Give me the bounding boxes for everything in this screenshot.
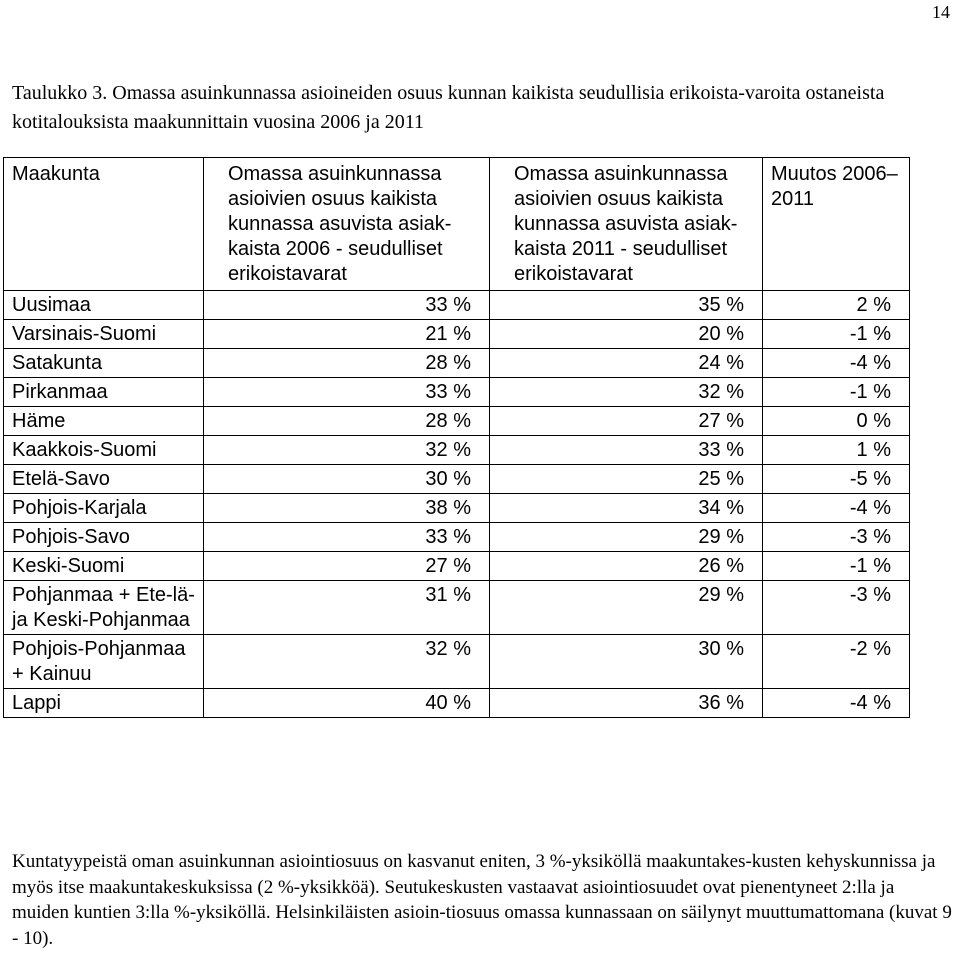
cell-region: Lappi [4, 689, 204, 718]
data-table [3, 157, 910, 718]
cell-region: Kaakkois-Suomi [4, 436, 204, 465]
table-row [4, 436, 910, 465]
cell-share-2011: 29 % [490, 523, 763, 552]
cell-change: -4 % [763, 689, 910, 718]
cell-change: 0 % [763, 407, 910, 436]
cell-region: Pohjanmaa + Ete-lä- ja Keski-Pohjanmaa [4, 581, 204, 635]
page-number: 14 [932, 2, 950, 22]
cell-change: -1 % [763, 320, 910, 349]
cell-share-2006: 38 % [204, 494, 490, 523]
cell-change: -2 % [763, 635, 910, 689]
cell-region: Etelä-Savo [4, 465, 204, 494]
cell-change: -4 % [763, 349, 910, 378]
cell-share-2011: 35 % [490, 291, 763, 320]
cell-share-2011: 34 % [490, 494, 763, 523]
cell-region: Pohjois-Karjala [4, 494, 204, 523]
table-row [4, 465, 910, 494]
header-row [4, 158, 910, 291]
cell-change: -3 % [763, 523, 910, 552]
cell-share-2011: 30 % [490, 635, 763, 689]
cell-region: Pirkanmaa [4, 378, 204, 407]
cell-share-2006: 28 % [204, 349, 490, 378]
cell-change: -3 % [763, 581, 910, 635]
cell-change: -4 % [763, 494, 910, 523]
cell-share-2011: 26 % [490, 552, 763, 581]
cell-share-2011: 25 % [490, 465, 763, 494]
table-row [4, 552, 910, 581]
cell-share-2006: 21 % [204, 320, 490, 349]
table-body [4, 291, 910, 718]
cell-region: Satakunta [4, 349, 204, 378]
cell-change: -1 % [763, 552, 910, 581]
cell-share-2006: 33 % [204, 523, 490, 552]
body-paragraph: Kuntatyypeistä oman asuinkunnan asiointiosuus on kasvanut eniten, 3 %-yksiköllä maakuntakes-kusten kehyskunnissa ja myös itse maakuntakeskuksissa (2 %-yksikköä). Seutukeskusten vastaavat asiointiosuudet ovat pienentyneet 2:lla ja muiden kuntien 3:lla %-yksiköllä. Helsinkiläisten asioin-tiosuus omassa kunnassaan on säilynyt muuttumattomana (kuvat 9 - 10). [12, 851, 952, 949]
table-row [4, 523, 910, 552]
cell-share-2006: 27 % [204, 552, 490, 581]
cell-share-2011: 29 % [490, 581, 763, 635]
cell-share-2006: 33 % [204, 378, 490, 407]
table-header [4, 158, 910, 291]
table-row [4, 320, 910, 349]
cell-share-2006: 32 % [204, 635, 490, 689]
table-row [4, 581, 910, 635]
table-row [4, 635, 910, 689]
cell-region: Uusimaa [4, 291, 204, 320]
cell-region: Häme [4, 407, 204, 436]
cell-share-2006: 32 % [204, 436, 490, 465]
table-caption: Taulukko 3. Omassa asuinkunnassa asioineiden osuus kunnan kaikista seudullisia erikoista-varoita ostaneista kotitalouksista maakunnittain vuosina 2006 ja 2011 [12, 82, 885, 133]
header-region: Maakunta [4, 158, 204, 291]
cell-share-2011: 33 % [490, 436, 763, 465]
cell-share-2006: 40 % [204, 689, 490, 718]
table-row [4, 407, 910, 436]
cell-region: Pohjois-Savo [4, 523, 204, 552]
cell-change: -5 % [763, 465, 910, 494]
cell-share-2011: 20 % [490, 320, 763, 349]
table-row [4, 494, 910, 523]
header-change: Muutos 2006– 2011 [763, 158, 910, 291]
cell-share-2006: 33 % [204, 291, 490, 320]
cell-share-2011: 27 % [490, 407, 763, 436]
table-row [4, 689, 910, 718]
cell-region: Varsinais-Suomi [4, 320, 204, 349]
cell-share-2011: 24 % [490, 349, 763, 378]
cell-region: Pohjois-Pohjanmaa + Kainuu [4, 635, 204, 689]
cell-share-2006: 28 % [204, 407, 490, 436]
cell-share-2006: 31 % [204, 581, 490, 635]
cell-share-2011: 32 % [490, 378, 763, 407]
header-share-2006: Omassa asuinkunnassa asioivien osuus kaikista kunnassa asuvista asiak-kaista 2006 - seudulliset erikoistavarat [204, 158, 490, 291]
table-row [4, 291, 910, 320]
table-row [4, 349, 910, 378]
table-row [4, 378, 910, 407]
cell-region: Keski-Suomi [4, 552, 204, 581]
cell-change: 2 % [763, 291, 910, 320]
cell-share-2011: 36 % [490, 689, 763, 718]
cell-change: -1 % [763, 378, 910, 407]
header-share-2011: Omassa asuinkunnassa asioivien osuus kaikista kunnassa asuvista asiak-kaista 2011 - seudulliset erikoistavarat [490, 158, 763, 291]
cell-change: 1 % [763, 436, 910, 465]
cell-share-2006: 30 % [204, 465, 490, 494]
